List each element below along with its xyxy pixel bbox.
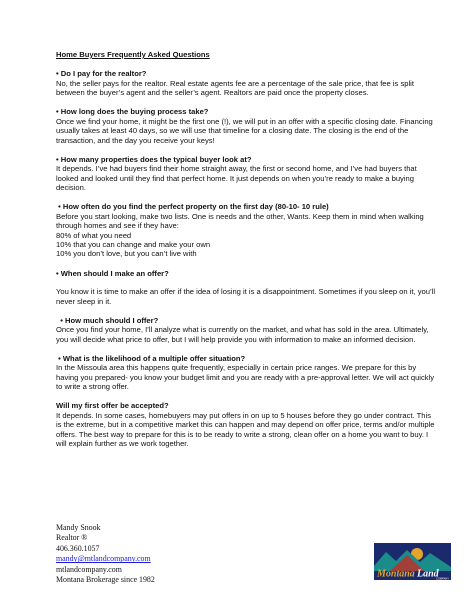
agent-role: Realtor ®	[56, 533, 88, 543]
agent-email-link[interactable]: mandy@mtlandcompany.com	[56, 554, 151, 564]
logo-graphic	[374, 543, 451, 580]
agent-website: mtlandcompany.com	[56, 564, 122, 574]
logo-text-land: Land	[417, 568, 439, 580]
faq-section	[56, 69, 436, 97]
faq-question: • When should I make an offer?	[56, 268, 169, 278]
contact-footer	[56, 523, 256, 585]
faq-question: • How often do you find the perfect property on the first day (80-10- 10 rule)	[56, 202, 329, 212]
faq-question: Will my first offer be accepted?	[56, 401, 169, 411]
faq-answer-line: Once we find your home, it might be the first one (!), we will put in an offer with a specific closing date. Financing usually takes at least 40 days, so we will use that timeline for a closing date. The closing is the end of the transaction, and the day you receive your keys!	[56, 116, 433, 145]
faq-section	[56, 107, 436, 145]
faq-question: • Do I pay for the realtor?	[56, 69, 147, 79]
faq-document	[56, 50, 436, 458]
faq-answer-line: Once you find your home, I’ll analyze what is currently on the market, and what has sold in the area. Ultimately, you will decide what price to offer, but I will help provide you with information to make an informed decision.	[56, 325, 429, 344]
logo-text-company: COMPANY	[436, 577, 449, 580]
faq-question: • What is the likelihood of a multiple offer situation?	[56, 353, 246, 363]
faq-section	[56, 269, 436, 307]
faq-question: • How long does the buying process take?	[56, 107, 209, 117]
faq-section	[56, 401, 436, 448]
brokerage-line: Montana Brokerage since 1982	[56, 575, 155, 585]
faq-answer-line: It depends. In some cases, homebuyers may put offers in on up to 5 houses before they go under contract. This is the extreme, but in a competitive market this can happen and may depend on offer price, terms and/or multiple offers. The best way to prepare for this is to be ready to write a strong, clean offer on a home you want to buy. I will explain further as we work together.	[56, 410, 435, 449]
agent-name: Mandy Snook	[56, 523, 101, 532]
faq-answer-line: In the Missoula area this happens quite frequently, especially in certain price ranges. We prepare for this by having you prepared- you know your budget limit and you are ready with a pre-approval letter. We will act quickly to write a strong offer.	[56, 363, 435, 392]
faq-question: • How much should I offer?	[56, 315, 159, 325]
faq-answer-line	[56, 278, 436, 287]
faq-answer-line: 10% that you can change and make your own	[56, 240, 211, 250]
logo-text-montana: Montana	[377, 568, 415, 580]
faq-answer-line: No, the seller pays for the realtor. Real estate agents fee are a percentage of the sale price, that fee is split between the buyer’s agent and the seller’s agent. Realtors are paid once the property closes.	[56, 78, 414, 98]
agent-phone: 406.360.1057	[56, 543, 100, 553]
faq-answer-line: 10% you don’t love, but you can’t live with	[56, 249, 197, 259]
faq-question: • How many properties does the typical buyer look at?	[56, 154, 252, 164]
montana-land-logo	[374, 543, 451, 580]
faq-section	[56, 354, 436, 392]
faq-sections	[56, 69, 436, 448]
faq-answer-line: Before you start looking, make two lists. One is needs and the other, Wants. Keep them in mind when walking through homes and see if they have:	[56, 211, 424, 231]
faq-answer-line: It depends. I’ve had buyers find their home straight away, the first or second home, and I’ve had buyers that looked and looked until they find that perfect home. It just depends on when you’re ready to make a buying decision.	[56, 164, 417, 193]
faq-section	[56, 202, 436, 259]
faq-answer-line: You know it is time to make an offer if the idea of losing it is a disappointment. Sometimes if you sleep on it, you’ll never sleep in it.	[56, 287, 436, 306]
faq-answer-line: 80% of what you need	[56, 230, 132, 240]
faq-section	[56, 155, 436, 193]
faq-section	[56, 316, 436, 344]
document-title: Home Buyers Frequently Asked Questions	[56, 50, 210, 59]
